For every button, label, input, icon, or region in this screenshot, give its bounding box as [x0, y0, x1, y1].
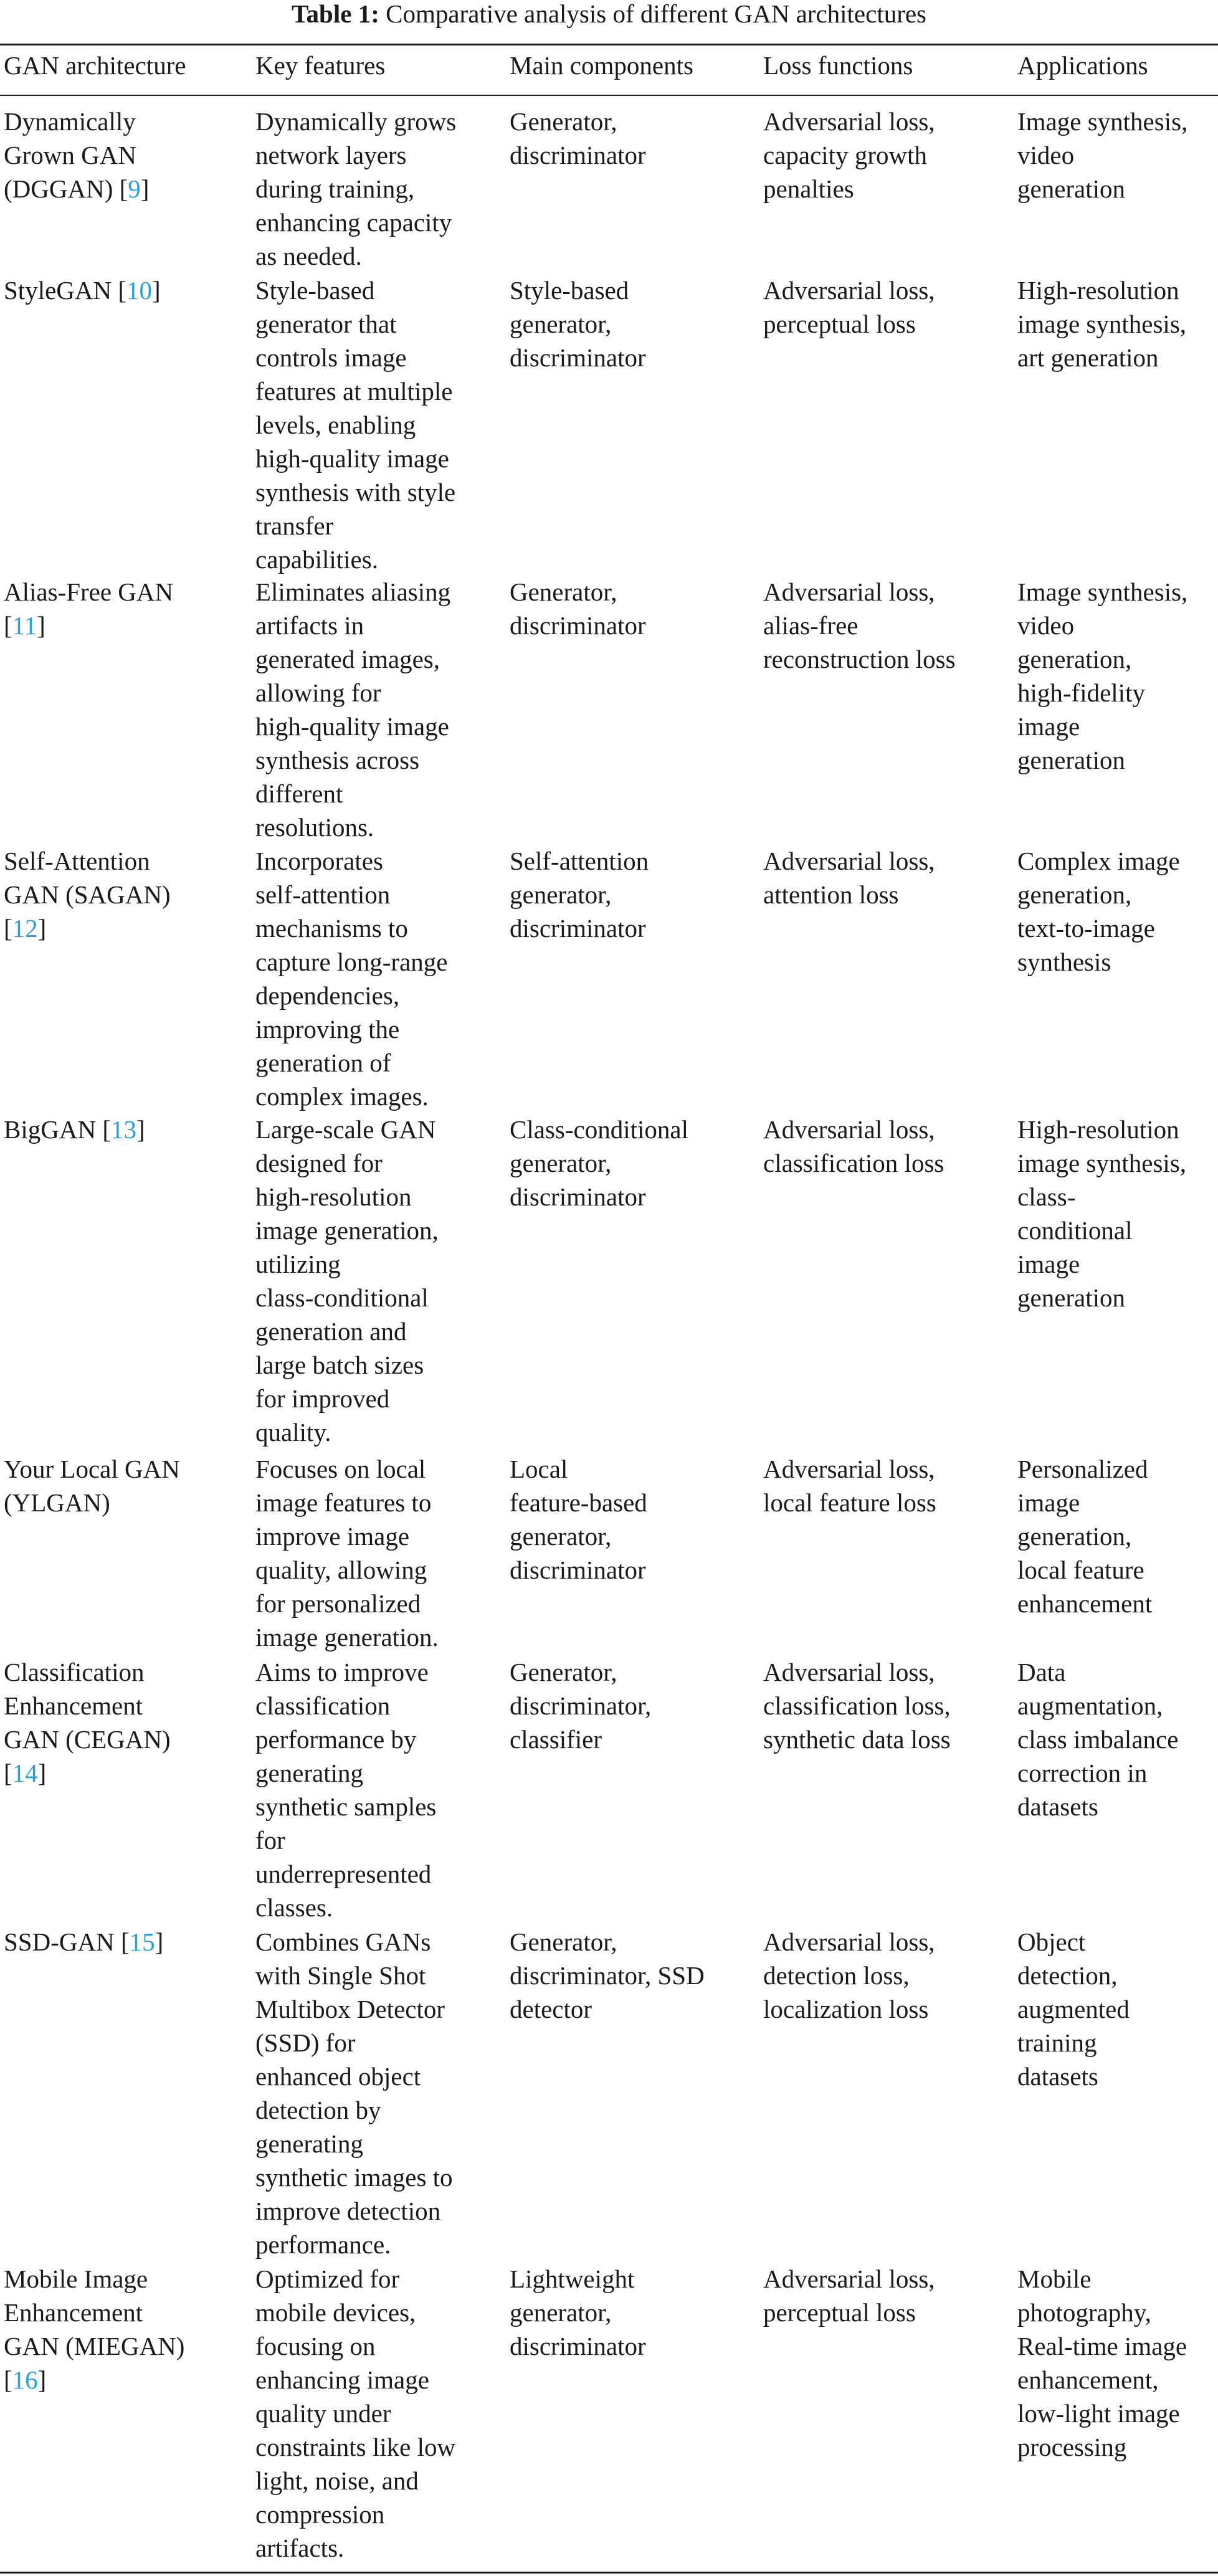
cell-line: reconstruction loss	[763, 645, 956, 673]
cell-line: Class-conditional	[510, 1115, 688, 1144]
cell-line: constraints like low	[255, 2433, 456, 2461]
cell-line: Generator,	[510, 1658, 617, 1686]
cell-applications	[1017, 575, 1187, 777]
cell-line: Style-based	[255, 276, 375, 305]
cell-line: Mobile Image	[4, 2265, 148, 2293]
table-caption	[0, 0, 1218, 28]
cell-architecture	[4, 1655, 171, 1790]
cell-key-features	[255, 1113, 439, 1449]
cell-line: Classification	[4, 1658, 145, 1686]
cell-line: improving the	[255, 1015, 400, 1043]
cell-line: controls image	[255, 343, 407, 372]
cell-architecture	[4, 844, 171, 945]
cell-line: photography,	[1017, 2298, 1151, 2327]
cell-line: high-quality image	[255, 712, 449, 741]
cell-line: image synthesis,	[1017, 310, 1187, 338]
cell-line: utilizing	[255, 1250, 341, 1278]
cell-line: levels, enabling	[255, 411, 416, 439]
cell-line: Dynamically grows	[255, 107, 457, 136]
cell-line: resolutions.	[255, 813, 374, 842]
cell-line: Complex image	[1017, 847, 1180, 875]
cell-line: Adversarial loss,	[763, 107, 935, 136]
cell-line: performance by	[255, 1725, 417, 1754]
cell-line: Generator,	[510, 107, 617, 136]
cell-line: Image synthesis,	[1017, 107, 1188, 136]
cell-line: text-to-image	[1017, 914, 1155, 943]
citation-link[interactable]: 9	[128, 174, 141, 203]
cell-line: artifacts.	[255, 2534, 345, 2562]
cell-line: quality, allowing	[255, 1556, 427, 1584]
cell-line: for personalized	[255, 1589, 421, 1618]
cell-line: classification loss	[763, 1149, 944, 1177]
cell-line: [12]	[4, 914, 47, 943]
cell-line: Alias-Free GAN	[4, 577, 174, 606]
cell-line: discriminator,	[510, 1691, 652, 1720]
cell-line: generation and	[255, 1317, 407, 1346]
cell-line: generator,	[510, 1149, 612, 1177]
cell-line: capabilities.	[255, 545, 378, 574]
cell-main-components	[510, 105, 646, 172]
cell-line: Adversarial loss,	[763, 1658, 935, 1686]
cell-line: Optimized for	[255, 2265, 400, 2293]
cell-line: quality under	[255, 2399, 391, 2428]
cell-architecture	[4, 1113, 145, 1146]
cell-main-components	[510, 273, 646, 374]
cell-line: generation of	[255, 1048, 391, 1077]
cell-line: training	[1017, 2028, 1097, 2057]
cell-line: video	[1017, 141, 1075, 169]
cell-line: capture long-range	[255, 948, 448, 976]
cell-line: Incorporates	[255, 847, 383, 875]
cell-key-features	[255, 2262, 455, 2565]
cell-line: classification	[255, 1691, 391, 1720]
cell-applications	[1017, 1925, 1130, 2093]
cell-line: allowing for	[255, 678, 381, 707]
cell-main-components	[510, 1925, 705, 2026]
cell-line: large batch sizes	[255, 1351, 424, 1379]
cell-line: (DGGAN) [9]	[4, 174, 150, 203]
cell-line: [11]	[4, 611, 45, 640]
cell-line: correction in	[1017, 1759, 1148, 1787]
header-key-features: Key features	[255, 51, 386, 80]
cell-line: Self-attention	[510, 847, 649, 875]
cell-line: class-	[1017, 1182, 1076, 1211]
cell-line: compression	[255, 2500, 385, 2529]
cell-line: StyleGAN [10]	[4, 276, 161, 305]
cell-line: class-conditional	[255, 1283, 429, 1312]
cell-line: different	[255, 779, 343, 808]
cell-applications	[1017, 1113, 1186, 1314]
cell-line: image	[1017, 1250, 1080, 1278]
cell-line: (SSD) for	[255, 2028, 356, 2057]
cell-line: performance.	[255, 2230, 391, 2259]
cell-line: mechanisms to	[255, 914, 408, 943]
cell-line: dependencies,	[255, 981, 400, 1010]
cell-line: underrepresented	[255, 1860, 432, 1888]
cell-line: conditional	[1017, 1216, 1133, 1245]
cell-loss-functions	[763, 1113, 944, 1180]
cell-line: discriminator	[510, 611, 646, 640]
cell-loss-functions	[763, 844, 935, 911]
cell-line: image synthesis,	[1017, 1149, 1187, 1177]
cell-line: [14]	[4, 1759, 47, 1787]
cell-line: generator that	[255, 310, 397, 338]
cell-line: class imbalance	[1017, 1725, 1179, 1754]
cell-key-features	[255, 844, 447, 1113]
cell-line: detection,	[1017, 1961, 1118, 1990]
cell-line: datasets	[1017, 1792, 1098, 1821]
cell-line: GAN (MIEGAN)	[4, 2332, 185, 2360]
cell-line: Large-scale GAN	[255, 1115, 436, 1144]
citation-link[interactable]: 14	[12, 1759, 38, 1787]
cell-line: image	[1017, 712, 1080, 741]
cell-applications	[1017, 273, 1186, 374]
cell-line: augmented	[1017, 1995, 1130, 2023]
cell-line: generating	[255, 2129, 364, 2158]
cell-line: Dynamically	[4, 107, 136, 136]
cell-loss-functions	[763, 1655, 951, 1756]
cell-line: Grown GAN	[4, 141, 136, 169]
cell-key-features	[255, 1925, 453, 2261]
header-loss-functions: Loss functions	[763, 51, 913, 80]
cell-line: Focuses on local	[255, 1455, 426, 1483]
cell-line: generated images,	[255, 645, 440, 673]
cell-line: Adversarial loss,	[763, 577, 935, 606]
citation-link[interactable]: 11	[12, 611, 37, 640]
cell-loss-functions	[763, 1925, 935, 2026]
cell-key-features	[255, 105, 456, 273]
cell-line: processing	[1017, 2433, 1127, 2461]
cell-line: discriminator	[510, 914, 646, 943]
cell-main-components	[510, 1113, 688, 1214]
cell-key-features	[255, 1655, 436, 1924]
cell-key-features	[255, 1452, 439, 1654]
cell-line: augmentation,	[1017, 1691, 1163, 1720]
cell-line: localization loss	[763, 1995, 929, 2023]
cell-line: classification loss,	[763, 1691, 951, 1720]
cell-line: discriminator	[510, 1556, 646, 1584]
cell-line: GAN (SAGAN)	[4, 880, 171, 909]
cell-line: as needed.	[255, 242, 362, 270]
cell-line: artifacts in	[255, 611, 364, 640]
cell-line: datasets	[1017, 2062, 1098, 2091]
cell-line: transfer	[255, 511, 334, 540]
cell-line: Adversarial loss,	[763, 1455, 935, 1483]
cell-line: network layers	[255, 141, 407, 169]
cell-line: improve image	[255, 1522, 410, 1551]
cell-line: Object	[1017, 1927, 1086, 1956]
cell-applications	[1017, 1655, 1178, 1823]
cell-line: capacity growth	[763, 141, 927, 169]
cell-main-components	[510, 575, 646, 642]
cell-architecture	[4, 1925, 163, 1959]
cell-line: generation	[1017, 1283, 1126, 1312]
cell-main-components	[510, 2262, 646, 2363]
cell-line: synthetic images to	[255, 2163, 453, 2192]
cell-line: perceptual loss	[763, 310, 916, 338]
cell-line: BigGAN [13]	[4, 1115, 145, 1144]
cell-main-components	[510, 844, 649, 945]
cell-line: generating	[255, 1759, 364, 1787]
cell-architecture	[4, 2262, 184, 2397]
cell-applications	[1017, 1452, 1152, 1620]
cell-loss-functions	[763, 273, 935, 341]
cell-line: Mobile	[1017, 2265, 1092, 2293]
cell-line: designed for	[255, 1149, 383, 1177]
cell-line: penalties	[763, 174, 854, 203]
cell-line: detection by	[255, 2096, 381, 2124]
cell-line: Your Local GAN	[4, 1455, 180, 1483]
cell-main-components	[510, 1655, 651, 1756]
table-caption-text: Comparative analysis of different GAN architectures	[386, 0, 927, 28]
cell-line: High-resolution	[1017, 1115, 1179, 1144]
cell-line: complex images.	[255, 1082, 429, 1111]
cell-line: Generator,	[510, 577, 617, 606]
cell-line: synthetic samples	[255, 1792, 437, 1821]
cell-line: classifier	[510, 1725, 602, 1754]
cell-applications	[1017, 2262, 1187, 2464]
cell-line: enhancing capacity	[255, 208, 452, 237]
cell-line: improve detection	[255, 2197, 441, 2225]
cell-line: Enhancement	[4, 2298, 143, 2327]
cell-line: Data	[1017, 1658, 1066, 1686]
cell-line: [16]	[4, 2365, 47, 2394]
cell-architecture	[4, 105, 149, 206]
cell-line: discriminator, SSD	[510, 1961, 705, 1990]
cell-line: Image synthesis,	[1017, 577, 1188, 606]
cell-line: generation	[1017, 174, 1126, 203]
cell-key-features	[255, 575, 450, 844]
cell-line: generator,	[510, 310, 612, 338]
cell-line: with Single Shot	[255, 1961, 426, 1990]
cell-line: enhancement	[1017, 1589, 1153, 1618]
cell-line: synthesis with style	[255, 478, 456, 506]
cell-line: Generator,	[510, 1927, 617, 1956]
cell-line: image generation,	[255, 1216, 439, 1245]
table-top-rule	[0, 44, 1218, 45]
table-header-rule	[0, 95, 1218, 96]
cell-line: generation,	[1017, 880, 1132, 909]
cell-line: SSD-GAN [15]	[4, 1927, 164, 1956]
cell-line: for improved	[255, 1384, 390, 1413]
cell-line: enhancing image	[255, 2365, 429, 2394]
cell-line: detection loss,	[763, 1961, 910, 1990]
cell-line: local feature loss	[763, 1488, 936, 1517]
cell-line: attention loss	[763, 880, 899, 909]
cell-architecture	[4, 273, 161, 307]
cell-loss-functions	[763, 2262, 935, 2329]
table-caption-label: Table 1:	[291, 0, 379, 28]
cell-loss-functions	[763, 575, 956, 676]
cell-line: Local	[510, 1455, 568, 1483]
cell-line: alias-free	[763, 611, 859, 640]
cell-line: Adversarial loss,	[763, 1927, 935, 1956]
cell-line: feature-based	[510, 1488, 647, 1517]
cell-line: generation,	[1017, 1522, 1132, 1551]
cell-line: art generation	[1017, 343, 1159, 372]
cell-line: discriminator	[510, 343, 646, 372]
cell-applications	[1017, 844, 1180, 979]
cell-line: classes.	[255, 1893, 333, 1922]
cell-line: synthetic data loss	[763, 1725, 951, 1754]
cell-line: Multibox Detector	[255, 1995, 445, 2023]
cell-key-features	[255, 273, 455, 576]
cell-line: Lightweight	[510, 2265, 635, 2293]
cell-line: high-resolution	[255, 1182, 412, 1211]
cell-loss-functions	[763, 105, 935, 206]
table-bottom-rule	[0, 2572, 1218, 2574]
cell-line: for	[255, 1826, 285, 1855]
cell-line: quality.	[255, 1418, 331, 1447]
cell-line: during training,	[255, 174, 415, 203]
cell-line: enhanced object	[255, 2062, 421, 2091]
cell-line: discriminator	[510, 141, 646, 169]
cell-line: features at multiple	[255, 377, 453, 406]
citation-link[interactable]: 12	[12, 914, 38, 943]
header-architecture: GAN architecture	[4, 51, 186, 80]
cell-line: Adversarial loss,	[763, 1115, 935, 1144]
cell-line: Personalized	[1017, 1455, 1148, 1483]
cell-line: image	[1017, 1488, 1080, 1517]
cell-line: synthesis	[1017, 948, 1111, 976]
cell-architecture	[4, 1452, 180, 1519]
cell-line: Real-time image	[1017, 2332, 1187, 2360]
cell-line: Enhancement	[4, 1691, 143, 1720]
cell-line: (YLGAN)	[4, 1488, 110, 1517]
citation-link[interactable]: 13	[110, 1115, 136, 1144]
cell-line: high-quality image	[255, 444, 449, 473]
cell-line: high-fidelity	[1017, 678, 1145, 707]
cell-line: local feature	[1017, 1556, 1144, 1584]
cell-line: Combines GANs	[255, 1927, 431, 1956]
cell-line: Adversarial loss,	[763, 2265, 935, 2293]
cell-line: discriminator	[510, 2332, 646, 2360]
cell-line: detector	[510, 1995, 592, 2023]
cell-line: generation,	[1017, 645, 1132, 673]
cell-line: synthesis across	[255, 746, 420, 774]
cell-line: discriminator	[510, 1182, 646, 1211]
citation-link[interactable]: 10	[126, 276, 153, 305]
cell-line: High-resolution	[1017, 276, 1179, 305]
cell-line: generation	[1017, 746, 1126, 774]
cell-applications	[1017, 105, 1187, 206]
cell-main-components	[510, 1452, 647, 1587]
cell-architecture	[4, 575, 173, 642]
cell-line: Adversarial loss,	[763, 847, 935, 875]
cell-line: Self-Attention	[4, 847, 150, 875]
header-applications: Applications	[1017, 51, 1148, 80]
cell-line: generator,	[510, 1522, 612, 1551]
cell-line: mobile devices,	[255, 2298, 416, 2327]
cell-line: Aims to improve	[255, 1658, 429, 1686]
cell-line: image features to	[255, 1488, 432, 1517]
citation-link[interactable]: 15	[129, 1927, 155, 1956]
cell-line: enhancement,	[1017, 2365, 1159, 2394]
cell-line: Style-based	[510, 276, 629, 305]
cell-line: image generation.	[255, 1623, 439, 1652]
cell-loss-functions	[763, 1452, 936, 1519]
cell-line: low-light image	[1017, 2399, 1180, 2428]
cell-line: generator,	[510, 2298, 612, 2327]
cell-line: GAN (CEGAN)	[4, 1725, 171, 1754]
cell-line: light, noise, and	[255, 2466, 419, 2495]
cell-line: perceptual loss	[763, 2298, 916, 2327]
cell-line: Adversarial loss,	[763, 276, 935, 305]
header-main-components: Main components	[510, 51, 693, 80]
cell-line: Eliminates aliasing	[255, 577, 451, 606]
cell-line: self-attention	[255, 880, 391, 909]
cell-line: video	[1017, 611, 1075, 640]
cell-line: focusing on	[255, 2332, 376, 2360]
cell-line: generator,	[510, 880, 612, 909]
citation-link[interactable]: 16	[12, 2365, 38, 2394]
